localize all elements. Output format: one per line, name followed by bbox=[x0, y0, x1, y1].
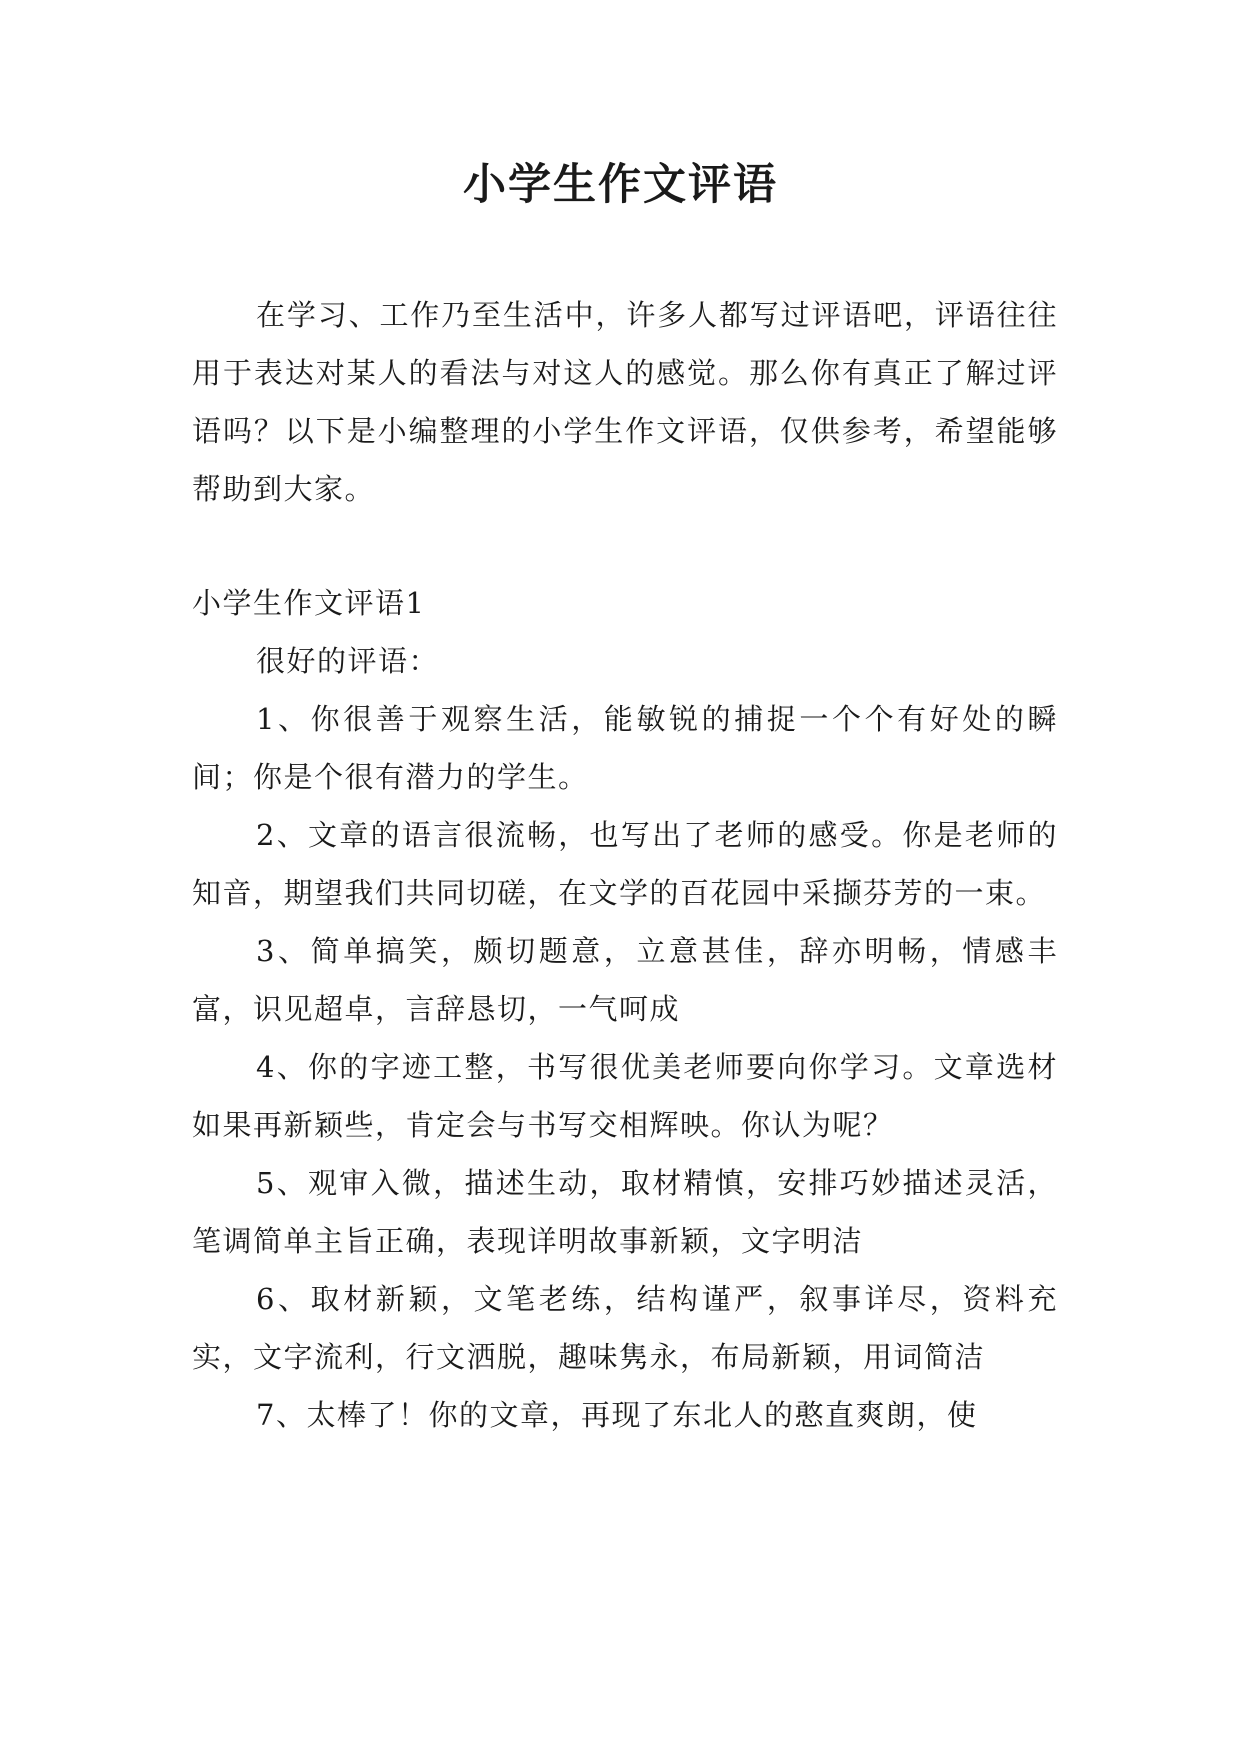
comment-item-7: 7、太棒了！你的文章，再现了东北人的憨直爽朗，使 bbox=[256, 1398, 978, 1432]
section-heading: 小学生作文评语1 bbox=[192, 586, 426, 620]
comment-item-4: 4、你的字迹工整，书写很优美老师要向你学习。文章选材如果再新颖些，肯定会与书写交相辉映。你认为呢？ bbox=[192, 1050, 1058, 1142]
comment-item-3: 3、简单搞笑，颇切题意，立意甚佳，辞亦明畅，情感丰富，识见超卓，言辞恳切，一气呵成 bbox=[192, 934, 1058, 1026]
comment-item-6: 6、取材新颖，文笔老练，结构谨严，叙事详尽，资料充实，文字流利，行文洒脱，趣味隽永，布局新颖，用词简洁 bbox=[192, 1282, 1058, 1374]
document-title: 小学生作文评语 bbox=[463, 160, 778, 210]
comment-item-1: 1、你很善于观察生活，能敏锐的捕捉一个个有好处的瞬间；你是个很有潜力的学生。 bbox=[192, 702, 1058, 794]
comment-item-5: 5、观审入微，描述生动，取材精慎，安排巧妙描述灵活，笔调简单主旨正确，表现详明故事新颖，文字明洁 bbox=[192, 1166, 1058, 1258]
comment-item-2: 2、文章的语言很流畅，也写出了老师的感受。你是老师的知音，期望我们共同切磋，在文学的百花园中采撷芬芳的一束。 bbox=[192, 818, 1058, 910]
subheading: 很好的评语： bbox=[256, 644, 440, 678]
intro-paragraph: 在学习、工作乃至生活中，许多人都写过评语吧，评语往往用于表达对某人的看法与对这人的感觉。那么你有真正了解过评语吗？以下是小编整理的小学生作文评语，仅供参考，希望能够帮助到大家。 bbox=[192, 298, 1058, 506]
document-body bbox=[192, 286, 1058, 1444]
